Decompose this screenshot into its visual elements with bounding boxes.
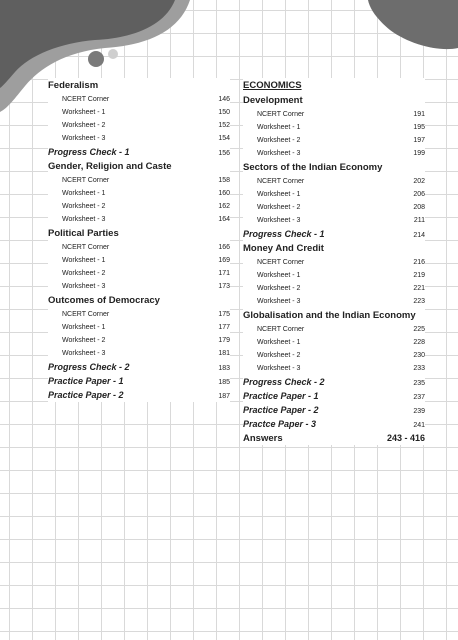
toc-entry[interactable]: Worksheet - 1 195 (243, 121, 425, 134)
toc-entry[interactable]: Worksheet - 1 177 (48, 321, 230, 334)
toc-entry[interactable]: Worksheet - 3 173 (48, 280, 230, 293)
toc-entry[interactable]: Worksheet - 2 197 (243, 134, 425, 147)
toc-entry[interactable]: Worksheet - 3 181 (48, 347, 230, 360)
toc-entry[interactable]: Worksheet - 1 169 (48, 254, 230, 267)
toc-entry[interactable]: Worksheet - 3 223 (243, 295, 425, 308)
practice-paper-entry[interactable]: Practce Paper - 3 241 (243, 419, 425, 429)
toc-entry[interactable]: NCERT Corner 216 (243, 256, 425, 269)
toc-entry[interactable]: NCERT Corner 175 (48, 308, 230, 321)
toc-entry[interactable]: Worksheet - 1 228 (243, 336, 425, 349)
toc-entry[interactable]: Worksheet - 2 152 (48, 119, 230, 132)
toc-entry[interactable]: Worksheet - 3 211 (243, 214, 425, 227)
toc-right-column (243, 78, 425, 445)
part-heading: ECONOMICS (243, 78, 425, 93)
toc-entry[interactable]: Worksheet - 1 160 (48, 187, 230, 200)
progress-check-entry[interactable]: Progress Check - 1 214 (243, 229, 425, 239)
toc-entry[interactable]: Worksheet - 3 154 (48, 132, 230, 145)
toc-entry[interactable]: NCERT Corner 166 (48, 241, 230, 254)
progress-check-entry[interactable]: Progress Check - 2 235 (243, 377, 425, 387)
toc-entry[interactable]: Worksheet - 1 206 (243, 188, 425, 201)
section-title: Development (243, 93, 425, 108)
toc-entry[interactable]: Worksheet - 2 230 (243, 349, 425, 362)
toc-left-column (48, 78, 230, 402)
toc-entry[interactable]: Worksheet - 3 233 (243, 362, 425, 375)
practice-paper-entry[interactable]: Practice Paper - 1 237 (243, 391, 425, 401)
toc-entry[interactable]: Worksheet - 2 208 (243, 201, 425, 214)
toc-entry[interactable]: NCERT Corner 158 (48, 174, 230, 187)
toc-entry[interactable]: NCERT Corner 202 (243, 175, 425, 188)
section-title: Outcomes of Democracy (48, 293, 230, 308)
section-title: Federalism (48, 78, 230, 93)
toc-entry[interactable]: Worksheet - 3 199 (243, 147, 425, 160)
section-title: Political Parties (48, 226, 230, 241)
practice-paper-entry[interactable]: Practice Paper - 1 185 (48, 376, 230, 386)
toc-entry[interactable]: NCERT Corner 146 (48, 93, 230, 106)
section-title: Gender, Religion and Caste (48, 159, 230, 174)
toc-entry[interactable]: NCERT Corner 225 (243, 323, 425, 336)
toc-entry[interactable]: Worksheet - 1 219 (243, 269, 425, 282)
section-title: Money And Credit (243, 241, 425, 256)
toc-entry[interactable]: Worksheet - 3 164 (48, 213, 230, 226)
progress-check-entry[interactable]: Progress Check - 1 156 (48, 147, 230, 157)
toc-entry[interactable]: Worksheet - 1 150 (48, 106, 230, 119)
toc-entry[interactable]: Worksheet - 2 221 (243, 282, 425, 295)
dark-dot (88, 51, 104, 67)
toc-entry[interactable]: Worksheet - 2 179 (48, 334, 230, 347)
toc-entry[interactable]: NCERT Corner 191 (243, 108, 425, 121)
light-dot (108, 49, 118, 59)
section-title: Globalisation and the Indian Economy (243, 308, 425, 323)
practice-paper-entry[interactable]: Practice Paper - 2 187 (48, 390, 230, 400)
practice-paper-entry[interactable]: Practice Paper - 2 239 (243, 405, 425, 415)
progress-check-entry[interactable]: Progress Check - 2 183 (48, 362, 230, 372)
answers-entry[interactable]: Answers 243 - 416 (243, 433, 425, 444)
section-title: Sectors of the Indian Economy (243, 160, 425, 175)
toc-entry[interactable]: Worksheet - 2 171 (48, 267, 230, 280)
toc-entry[interactable]: Worksheet - 2 162 (48, 200, 230, 213)
